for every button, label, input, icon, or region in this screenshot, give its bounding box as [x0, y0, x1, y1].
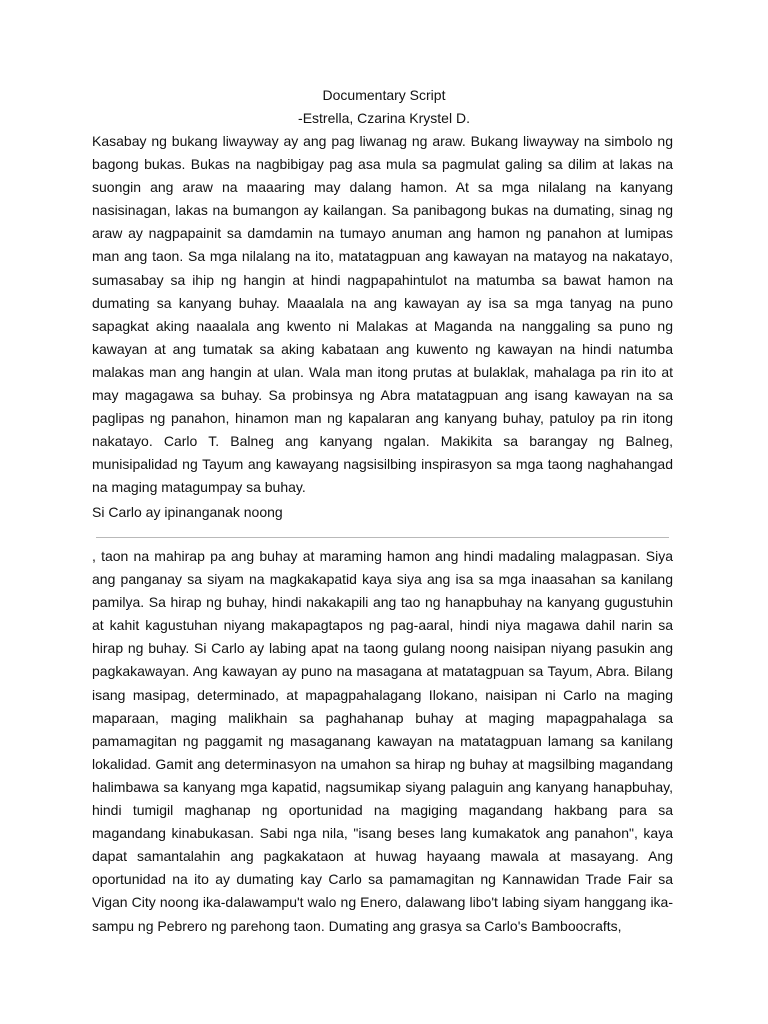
paragraph-story	[92, 545, 673, 938]
paragraph-birth	[92, 501, 673, 524]
paragraph-text: Si Carlo ay ipinanganak noong	[92, 504, 283, 520]
paragraph-text: , taon na mahirap pa ang buhay at maraming hamon ang hindi madaling malagpasan. Siya ang panganay sa siyam na magkakapatid kaya siya ang isa sa mga inaasahan sa kanilang pamilya. Sa hirap ng buhay, hindi nakakapili ang tao ng hanapbuhay na kanyang gugustuhin at kahit kagustuhan niyang makapagtapos ng pag-aaral, hindi niya magawa dahil narin sa hirap ng buhay. Si Carlo ay labing apat na taong gulang noong naisipan niyang pasukin ang pagkakawayan. Ang kawayan ay puno na masagana at matatagpuan sa Tayum, Abra. Bilang isang masipag, determinado, at mapagpahalagang Ilokano, naisipan ni Carlo na maging maparaan, maging malikhain sa paghahanap buhay at maging mapagpahalaga sa pamamagitan ng paggamit ng masaganang kawayan na matatagpuan lamang sa kanilang lokalidad. Gamit ang determinasyon na umahon sa hirap ng buhay at magsilbing magandang halimbawa sa kanyang mga kapatid, nagsumikap siyang palaguin ang kanyang hanapbuhay, hindi tumigil maghanap ng oportunidad na magiging magandang hakbang para sa magandang kinabukasan. Sabi nga nila, "isang beses lang kumakatok ang panahon", kaya dapat samantalahin ang pagkakataon at huwag hayaang mawala at masayang. Ang oportunidad na ito ay dumating kay Carlo sa pamamagitan ng Kannawidan Trade Fair sa Vigan City noong ika-dalawampu't walo ng Enero, dalawang libo't labing siyam hanggang ika-sampu ng Pebrero ng parehong taon. Dumating ang grasya sa Carlo's Bamboocrafts,	[92, 548, 673, 934]
paragraph-text: Kasabay ng bukang liwayway ay ang pag liwanag ng araw. Bukang liwayway na simbolo ng bagong bukas. Bukas na nagbibigay pag asa mula sa pagmulat galing sa dilim at lakas na suongin ang araw na maaaring may dalang hamon. At sa mga nilalang na kanyang nasisinagan, lakas na bumangon ay kailangan. Sa panibagong bukas na dumating, sinag ng araw ay nagpapainit sa damdamin na tumayo anuman ang hamon ng panahon at lumipas man ang taon. Sa mga nilalang na ito, matatagpuan ang kawayan na matayog na nakatayo, sumasabay sa ihip ng hangin at hindi nagpapahintulot na matumba sa bawat hamon na dumating sa kanyang buhay. Maaalala na ang kawayan ay isa sa mga tanyag na puno sapagkat aking naaalala ang kwento ni Malakas at Maganda na nanggaling sa puno ng kawayan at ang tumatak sa aking kabataan ang kuwento ng kawayan na hindi natumba malakas man ang hangin at ulan. Wala man itong prutas at bulaklak, mahalaga pa rin ito at may magagawa sa buhay. Sa probinsya ng Abra matatagpuan ang isang kawayan na sa paglipas ng panahon, hinamon man ng kapalaran ang kanyang buhay, patuloy pa rin itong nakatayo. Carlo T. Balneg ang kanyang ngalan. Makikita sa barangay ng Balneg, munisipalidad ng Tayum ang kawayang nagsisilbing inspirasyon sa mga taong naghahangad na maging matagumpay sa buhay.	[92, 133, 673, 496]
page-divider	[96, 537, 669, 538]
document-author: -Estrella, Czarina Krystel D.	[298, 110, 470, 126]
document-title: Documentary Script	[322, 87, 446, 103]
paragraph-intro	[92, 130, 673, 500]
